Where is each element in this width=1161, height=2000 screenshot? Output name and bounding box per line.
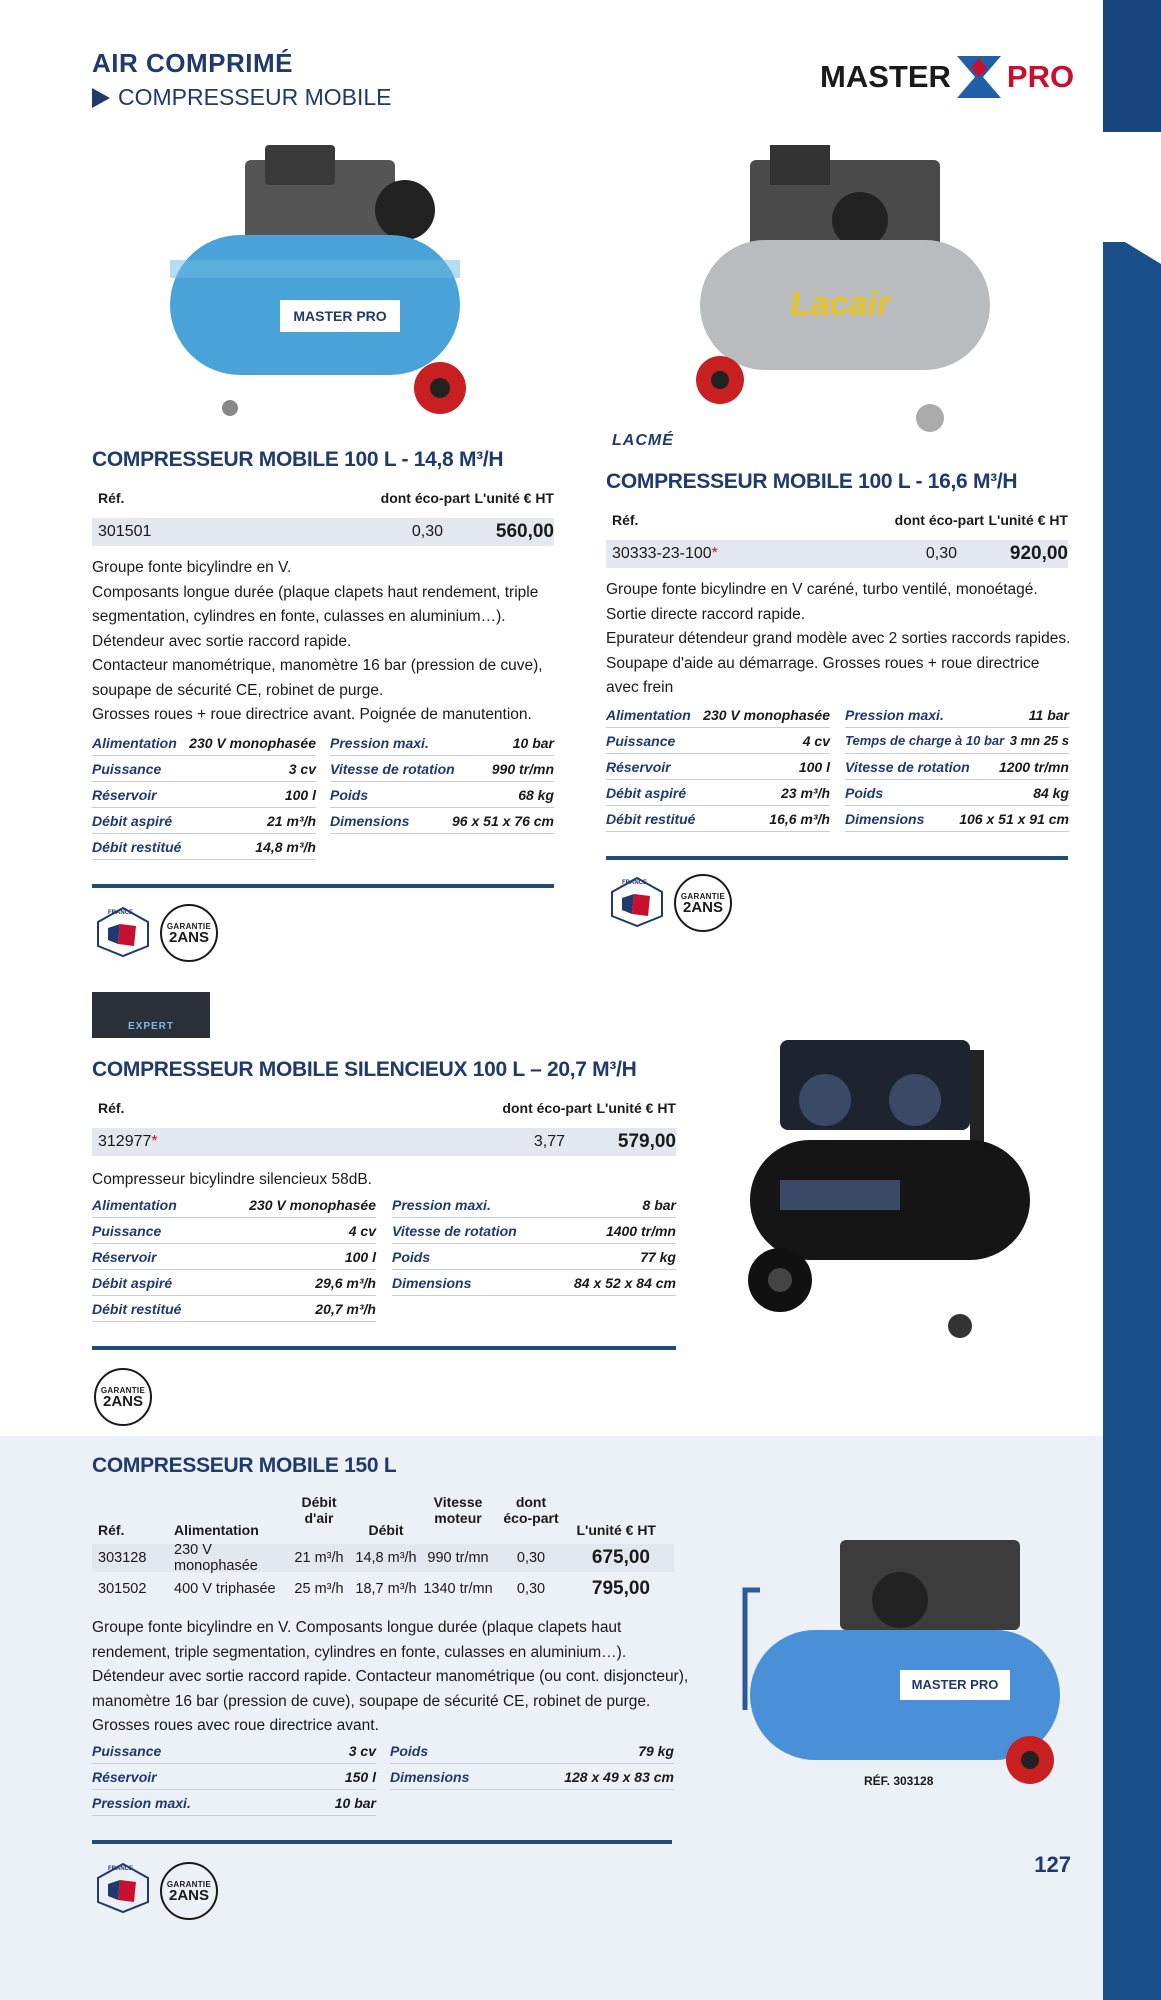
product4-table [92,1494,674,1603]
col-alim: Alimentation [174,1522,259,1538]
side-band-top [1103,0,1161,132]
product3-rule [92,1346,676,1350]
spec-value: 128 x 49 x 83 cm [564,1768,674,1785]
spec-value: 79 kg [638,1742,674,1759]
spec-value: 14,8 m³/h [255,838,316,855]
product2-title: COMPRESSEUR MOBILE 100 L - 16,6 M³/H [606,470,1018,493]
desc-line: Grosses roues avec roue directrice avant. [92,1717,379,1734]
spec-label: Débit aspiré [92,1274,173,1291]
spec-value: 8 bar [642,1196,676,1213]
product2-photo-label: Lacair [790,285,891,323]
product4-specs-left [92,1738,376,1816]
product4-desc [92,1616,692,1739]
col-ref: Réf. [612,512,639,528]
product2-brand: LACMÉ [612,432,674,449]
logo-pro: PRO [1006,59,1075,94]
spec-value: 11 bar [1028,706,1069,723]
spec-label: Poids [390,1742,429,1759]
desc-line: avec frein [606,679,674,696]
garantie-2ans-badge [674,874,732,932]
product1-eco: 0,30 [411,523,443,540]
spec-label: Alimentation [92,734,177,751]
spec-value: 96 x 51 x 76 cm [452,812,554,829]
col-eco: dont éco-part [894,512,985,528]
spec-value: 1400 tr/mn [605,1222,676,1239]
product2-specs-left [606,702,830,832]
section-subtitle-text: COMPRESSEUR MOBILE [118,84,392,110]
desc-line: rendement, triple segmentation, cylindres en fonte, culasses en aluminium…). [92,1643,627,1661]
p4-debit: 14,8 m³/h [355,1550,417,1566]
col-eco-l2: éco-part [503,1510,559,1526]
col-price: L'unité € HT [988,512,1068,528]
garantie-value: 2ANS [168,928,209,946]
spec-label: Débit aspiré [92,812,173,829]
spec-label: Temps de charge à 10 bar [845,733,1005,748]
expert-brand-logo [92,992,210,1038]
p4-debit-air: 25 m³/h [294,1581,344,1597]
col-vitesse [420,1494,496,1538]
product1-photo-label: MASTER PRO [293,308,387,324]
garantie-label: GARANTIE [166,921,212,931]
product2-rule [606,856,1068,860]
desc-line: Compresseur bicylindre silencieux 58dB. [92,1171,372,1188]
product2-specs-right [845,702,1069,832]
desc-line: Grosses roues + roue directrice avant. Poignée de manutention. [92,706,532,723]
side-band [1103,242,1161,2000]
garantie-2ans-badge [160,1862,218,1920]
spec-label: Poids [330,786,369,803]
spec-label: Vitesse de rotation [392,1222,517,1239]
triangle-icon [92,88,110,108]
desc-line: Soupape d'aide au démarrage. Grosses roues + roue directrice [606,654,1040,672]
desc-line: manomètre 16 bar (pression de cuve), soupape de sécurité CE, robinet de purge. [92,1692,651,1710]
logo-x-icon [955,54,1003,100]
p4-debit: 18,7 m³/h [355,1581,417,1597]
spec-value: 230 V monophasée [189,734,316,751]
product3-eco: 3,77 [533,1133,565,1150]
spec-label: Puissance [606,732,676,749]
spec-label: Puissance [92,1742,162,1759]
col-price: L'unité € HT [576,1522,656,1538]
product3-specs-right [392,1192,676,1296]
col-debit-air-l2: d'air [304,1510,334,1526]
product4-row [92,1575,674,1603]
side-band-gap [1103,132,1161,242]
spec-value: 29,6 m³/h [315,1274,376,1291]
garantie-label: GARANTIE [166,1879,212,1889]
col-debit: Débit [368,1522,404,1538]
col-vitesse-l2: moteur [434,1510,482,1526]
product1-price: 560,00 [495,521,554,542]
p4-alim: 230 V monophasée [174,1542,258,1574]
spec-value: 16,6 m³/h [769,810,830,827]
made-in-france-icon [610,876,664,928]
product3-photo [740,1030,1040,1350]
section-title: AIR COMPRIMÉ [92,48,293,78]
made-in-france-icon [96,906,150,958]
spec-label: Réservoir [92,1248,157,1265]
product3-desc [92,1168,592,1192]
spec-value: 84 kg [1033,784,1069,801]
product1-rule [92,884,554,888]
product1-row [92,518,554,546]
desc-line: Groupe fonte bicylindre en V. [92,559,292,576]
product3-price: 579,00 [617,1131,676,1152]
desc-line: Composants longue durée (plaque clapets haut rendement, triple [92,583,539,601]
spec-value: 84 x 52 x 84 cm [574,1274,676,1291]
product1-specs-left [92,730,316,860]
made-in-france-icon [96,1862,150,1914]
spec-label: Vitesse de rotation [330,760,455,777]
spec-value: 100 l [284,786,316,803]
logo-master: MASTER [820,59,951,94]
col-price: L'unité € HT [596,1100,676,1116]
spec-label: Débit aspiré [606,784,687,801]
spec-value: 1200 tr/mn [998,758,1069,775]
france-badge-text: FRANCE [108,910,133,916]
col-debit-air-l1: Débit [301,1494,337,1510]
col-eco [496,1494,566,1538]
product4-specs-right [390,1738,674,1790]
product1-desc [92,556,562,728]
product3-title: COMPRESSEUR MOBILE SILENCIEUX 100 L – 20,7 M³/H [92,1058,637,1081]
product4-photo-label: MASTER PRO [911,1677,999,1692]
asterisk: * [151,1133,158,1150]
france-badge-text: FRANCE [622,880,647,886]
garantie-value: 2ANS [168,1886,209,1904]
p4-vitesse: 1340 tr/mn [423,1581,493,1597]
spec-value: 68 kg [518,786,554,803]
product4-photo-caption: RÉF. 303128 [864,1774,934,1788]
spec-value: 4 cv [348,1222,376,1239]
desc-line: Groupe fonte bicylindre en V caréné, turbo ventilé, monoétagé. [606,581,1038,598]
spec-value: 150 l [344,1768,376,1785]
spec-value: 3 cv [288,760,316,777]
spec-value: 10 bar [512,734,554,751]
spec-value: 4 cv [802,732,830,749]
desc-line: Détendeur avec sortie raccord rapide. [92,632,352,650]
p4-eco: 0,30 [516,1550,546,1566]
desc-line: segmentation, cylindres en fonte, culasses en aluminium…). [92,608,506,625]
p4-alim: 400 V triphasée [174,1581,276,1597]
col-ref: Réf. [98,1522,125,1538]
product2-row [606,540,1068,568]
spec-label: Pression maxi. [92,1794,191,1811]
spec-label: Dimensions [392,1274,472,1291]
product3-specs-left [92,1192,376,1322]
spec-value: 21 m³/h [266,812,316,829]
desc-line: Epurateur détendeur grand modèle avec 2 sorties raccords rapides. [606,630,1071,647]
product2-photo [680,140,1000,450]
spec-label: Débit restitué [92,838,182,855]
france-badge-text: FRANCE [108,1866,133,1872]
spec-label: Dimensions [390,1768,470,1785]
p4-price: 795,00 [591,1578,650,1599]
col-ref: Réf. [98,490,125,506]
spec-value: 990 tr/mn [491,760,554,777]
col-vitesse-l1: Vitesse [433,1494,483,1510]
spec-value: 3 cv [348,1742,376,1759]
spec-label: Débit restitué [92,1300,182,1317]
p4-eco: 0,30 [516,1581,546,1597]
spec-value: 106 x 51 x 91 cm [959,810,1069,827]
product4-table-header [92,1494,674,1538]
product3-row [92,1128,676,1156]
spec-value: 77 kg [640,1248,676,1265]
spec-label: Dimensions [845,810,925,827]
desc-line: Contacteur manométrique, manomètre 16 bar (pression de cuve), [92,657,543,674]
product1-table [92,490,554,546]
product2-ref-cell [606,545,897,563]
product3-table [92,1100,676,1156]
spec-value: 230 V monophasée [249,1196,376,1213]
p4-price: 675,00 [591,1547,650,1568]
p4-ref: 303128 [98,1550,147,1566]
garantie-value: 2ANS [682,898,723,916]
product1-ref: 301501 [98,523,152,540]
spec-label: Poids [392,1248,431,1265]
spec-value: 23 m³/h [780,784,830,801]
product1-table-header [92,490,554,512]
product2-table-header [606,512,1068,534]
garantie-2ans-badge [94,1368,152,1426]
p4-vitesse: 990 tr/mn [427,1550,489,1566]
garantie-2ans-badge [160,904,218,962]
expert-brand-text: EXPERT [127,1021,174,1032]
product2-desc [606,578,1086,701]
spec-label: Réservoir [606,758,671,775]
spec-label: Alimentation [606,706,691,723]
p4-ref: 301502 [98,1581,147,1597]
product1-title: COMPRESSEUR MOBILE 100 L - 14,8 M³/H [92,448,504,471]
spec-value: 100 l [344,1248,376,1265]
garantie-value: 2ANS [102,1392,143,1410]
product3-ref: 312977 [98,1133,152,1150]
desc-line: soupape de sécurité CE, robinet de purge. [92,681,384,699]
spec-value: 10 bar [334,1794,376,1811]
spec-value: 230 V monophasée [703,706,830,723]
desc-line: Groupe fonte bicylindre en V. Composants longue durée (plaque clapets haut [92,1619,622,1636]
desc-line: Sortie directe raccord rapide. [606,605,806,623]
col-eco: dont éco-part [502,1100,592,1116]
asterisk: * [711,545,718,562]
section-subtitle [92,84,392,111]
product1-specs-right [330,730,554,834]
product4-photo [740,1530,1070,1800]
side-band-notch [1125,242,1161,264]
product4-row [92,1544,674,1572]
product3-ref-cell [92,1133,505,1151]
spec-label: Pression maxi. [392,1196,491,1213]
col-ref: Réf. [98,1100,125,1116]
spec-label: Réservoir [92,1768,157,1785]
spec-label: Alimentation [92,1196,177,1213]
spec-label: Pression maxi. [845,706,944,723]
masterpro-logo [820,54,1074,100]
spec-label: Poids [845,784,884,801]
product2-eco: 0,30 [925,545,957,562]
p4-debit-air: 21 m³/h [294,1550,344,1566]
page-number: 127 [1034,1852,1071,1877]
spec-value: 3 mn 25 s [1009,733,1069,748]
garantie-label: GARANTIE [680,891,726,901]
spec-label: Dimensions [330,812,410,829]
product2-price: 920,00 [1009,543,1068,564]
col-eco-l1: dont [515,1494,547,1510]
spec-label: Puissance [92,1222,162,1239]
desc-line: Détendeur avec sortie raccord rapide. Contacteur manométrique (ou cont. disjoncteur), [92,1668,689,1685]
spec-value: 100 l [798,758,830,775]
spec-label: Vitesse de rotation [845,758,970,775]
col-debit-air [286,1494,352,1538]
spec-label: Puissance [92,760,162,777]
product3-table-header [92,1100,676,1122]
col-eco: dont éco-part [380,490,471,506]
product4-rule [92,1840,672,1844]
spec-label: Débit restitué [606,810,696,827]
col-price: L'unité € HT [474,490,554,506]
spec-label: Réservoir [92,786,157,803]
product4-title: COMPRESSEUR MOBILE 150 L [92,1454,397,1477]
garantie-label: GARANTIE [100,1385,146,1395]
product2-ref: 30333-23-100 [612,545,712,562]
spec-label: Pression maxi. [330,734,429,751]
spec-value: 20,7 m³/h [315,1300,376,1317]
product1-photo [150,140,480,430]
product2-table [606,512,1068,568]
